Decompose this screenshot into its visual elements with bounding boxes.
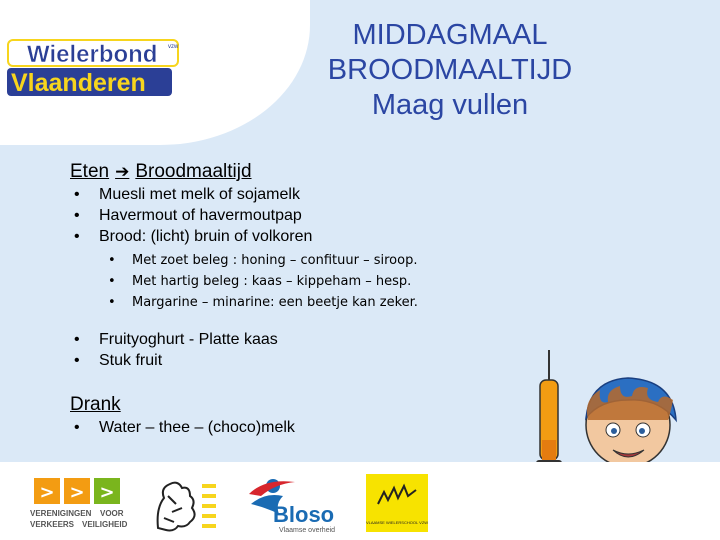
eten-heading [70,160,550,184]
list-item: • Havermout of havermoutpap [70,205,550,226]
drank-heading-text: Drank [70,394,121,415]
title-line2: BROODMAALTIJD [327,54,573,86]
svg-text:>: > [69,482,85,503]
bloso-name: Bloso [273,502,335,527]
title-line1: MIDDAGMAAL [352,19,548,51]
list-item: • Water – thee – (choco)melk [70,417,550,438]
eten-heading-right: Broodmaaltijd [135,161,252,182]
sub-list-item: • Margarine – minarine: een beetje kan zeker. [70,292,550,313]
slide-title [300,18,600,123]
list-item: • Stuk fruit [70,350,550,371]
drank-list [70,417,550,438]
logo-line2: Vlaanderen [11,69,146,97]
vvv-line2: VERKEERS [30,520,75,529]
eten-list-extra [70,329,550,371]
svg-text:>: > [99,482,115,503]
footer-logos [0,462,720,540]
sub-list-item: • Met hartig beleg : kaas – kippeham – hesp. [70,271,550,292]
vwf-logo [366,474,428,532]
wielerbond-logo [5,38,190,100]
sub-list-item: • Met zoet beleg : honing – confituur – siroop. [70,250,550,271]
list-item: • Fruityoghurt - Platte kaas [70,329,550,350]
arrow-right-icon: ➔ [115,162,130,181]
logo-line1: Wielerbond [27,41,158,68]
flemish-lion-icon [150,478,220,536]
bloso-logo [245,474,345,536]
bloso-tag: Vlaamse overheid [279,527,336,534]
list-item: • Brood: (licht) bruin of volkoren [70,226,550,247]
vwf-text: VLAAMSE WIELERSCHOOL VZW [366,520,428,525]
drank-heading [70,393,550,417]
vvv-line1: VERENIGINGEN [30,509,92,518]
beleg-list [70,250,550,313]
list-item: • Muesli met melk of sojamelk [70,184,550,205]
vvv-voor: VOOR [100,509,124,518]
eten-heading-left: Eten [70,161,110,182]
vvv-veiligheid: VEILIGHEID [82,520,128,529]
vvv-logo [28,476,133,536]
eten-list [70,184,550,247]
svg-text:>: > [39,482,55,503]
content-body [70,160,550,438]
logo-mark: vzw [168,44,179,50]
title-line3: Maag vullen [371,89,529,121]
